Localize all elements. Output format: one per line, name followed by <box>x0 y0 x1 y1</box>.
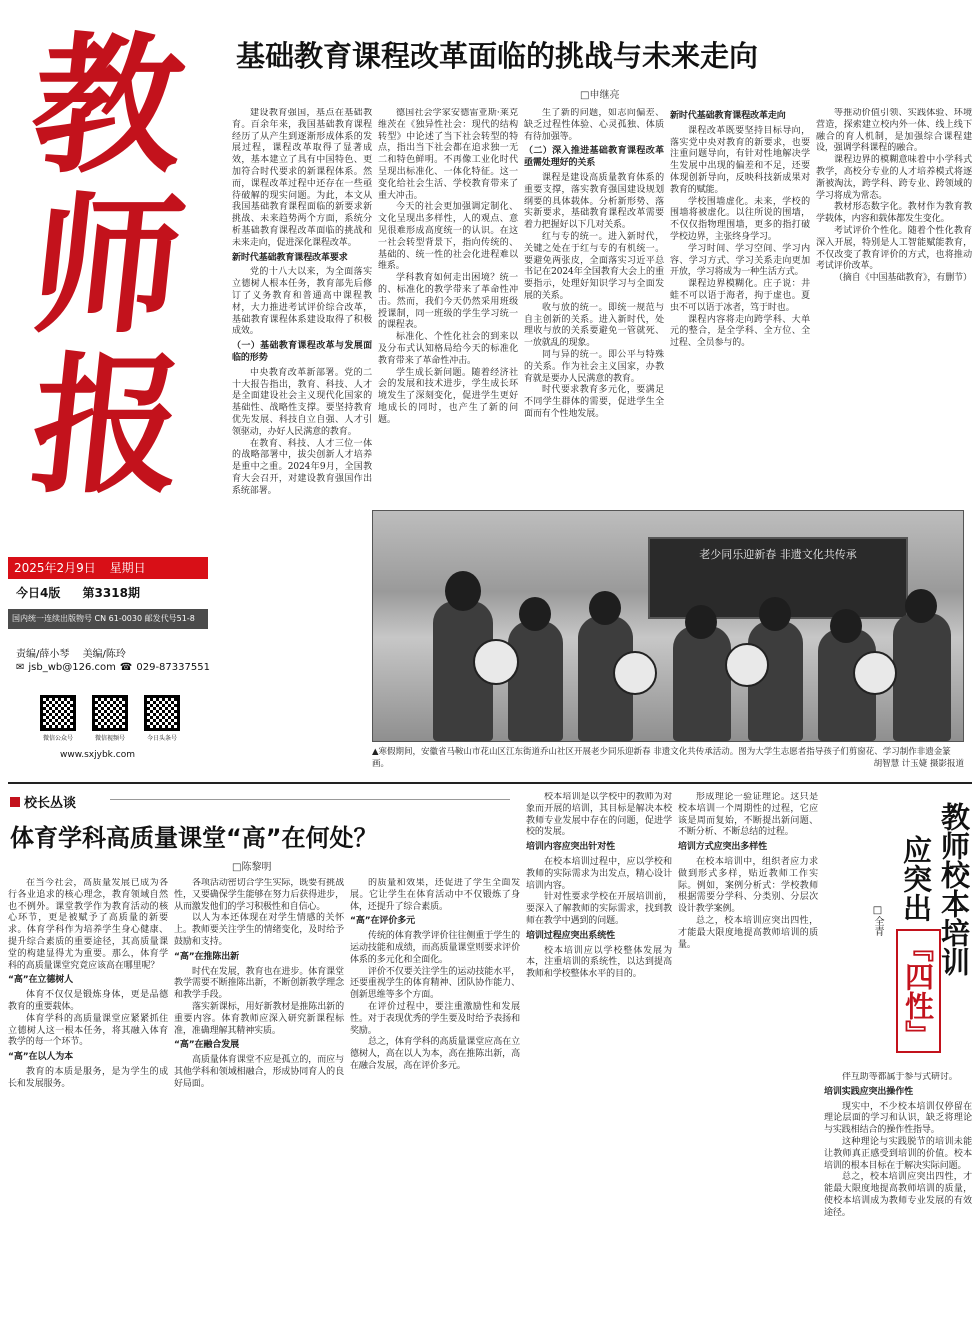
paragraph: 时代要求教育多元化，要满足不同学生群体的需要，促进学生全面而有个性地发展。 <box>524 385 664 419</box>
subheading: “高”在立德树人 <box>8 975 74 986</box>
email[interactable]: jsb_wb@126.com <box>28 662 116 673</box>
paragraph: 评价不仅要关注学生的运动技能水平，还要重视学生的体育精神、团队协作能力、创新思维等多个方面。 <box>350 966 520 1001</box>
paragraph: 这种理论与实践脱节的培训未能让教师真正感受到培训的价值。校本培训的根本目标在于解决实际问题。 <box>824 1136 972 1171</box>
article1-column-5 <box>816 108 972 506</box>
qr-caption: 微信视频号 <box>94 735 125 742</box>
article1-column-1 <box>232 108 372 748</box>
qr-code-icon <box>92 695 128 731</box>
paragraph: 党的十八大以来，为全面落实立德树人根本任务，教育部先后修订了义务教育和普通高中课程教材，大力推进考试评价综合改革，基础教育课程体系建设取得了积极成效。 <box>232 267 372 337</box>
date-bar <box>8 557 208 579</box>
subheading: “高”在评价多元 <box>350 916 416 927</box>
article2-column-2 <box>174 878 344 1314</box>
paragraph: 在评价过程中，要注重激励性和发展性。对于表现优秀的学生要及时给予表扬和奖励。 <box>350 1001 520 1036</box>
paragraph: 各项活动密切合学生实际，既要有挑战性，又要确保学生能够在努力后获得进步，从而激发他们的学习积极性和自信心。 <box>174 878 344 912</box>
paragraph: 德国社会学家安德雷亚斯·莱克维茨在《独异性社会：现代的结构转型》中论述了当下社会转型的特点，指出当下社会都在追求独一无二和特色鲜明。不再像工业化时代呈现出标准化、一体化特征。这一变化给社会生活、学校教育带来了重大冲击。 <box>378 108 518 201</box>
paragraph: 总之，校本培训应突出四性，才能最大限度地提高教师培训的质量，使校本培训成为教师专业发展的有效途径。 <box>824 1172 972 1218</box>
news-photo <box>372 510 964 742</box>
subheading: 培训实践应突出操作性 <box>824 1086 914 1097</box>
paragraph: 今天的社会更加强调定制化、文化呈现出多样性，人的观点、意见很难形成高度统一的认识。在这一社会转型背景下，指向传统的、基础的、统一性的社会化进程难以维系。 <box>378 202 518 272</box>
qr-code-icon <box>144 695 180 731</box>
article1-column-4 <box>670 108 810 506</box>
qr-caption: 今日头条号 <box>146 735 177 742</box>
article2-title: 体育学科高质量课堂“高”在何处？ <box>10 824 378 852</box>
paragraph: 学校围墙虚化。未来，学校的围墙将被虚化。以往所说的围墙，不仅仅指物理围墙，更多的指打破学校边界，主张终身学习。 <box>670 196 810 242</box>
subheading: “高”在融合发展 <box>174 1040 240 1051</box>
logo-char-2: 师 <box>23 178 193 354</box>
paragraph: 中央教育改革新部署。党的二十大报告指出，教育、科技、人才是全面建设社会主义现代化国家的基础性、战略性支撑。要坚持教育优先发展、科技自立自强、人才引领驱动，办好人民满意的教育。 <box>232 367 372 437</box>
section-divider <box>8 782 972 784</box>
paragraph: 以人为本还体现在对学生情感的关怀上。教师要关注学生的情绪变化，及时给予鼓励和支持。 <box>174 913 344 947</box>
issue-weekday: 星期日 <box>109 561 146 575</box>
paragraph: （摘自《中国基础教育》，有删节） <box>834 273 972 284</box>
designer: 美编/陈玲 <box>82 649 126 660</box>
subheading: 培训内容应突出针对性 <box>526 842 616 853</box>
paragraph: 教材形态数字化。教材作为教育教学载体，内容和载体都发生变化。 <box>816 202 972 225</box>
issue-info <box>16 584 206 601</box>
article3-title-line2: 应突出 <box>899 835 933 922</box>
paragraph: 高质量体育课堂不应是孤立的，而应与其他学科和领域相融合，形成协同育人的良好局面。 <box>174 1055 344 1089</box>
paper-cut-artwork <box>613 651 657 695</box>
photo-person-head <box>759 597 791 631</box>
article1-column-3 <box>524 108 664 506</box>
paragraph: 学习时间、学习空间、学习内容、学习方式、学习关系走向更加开放，学习将成为一种生活方式。 <box>670 243 810 278</box>
logo-char-1: 教 <box>23 18 193 194</box>
qr-toutiao[interactable] <box>142 695 182 742</box>
photo-caption-text: ▲寒假期间，安徽省马鞍山市花山区江东街道乔山社区开展老少同乐迎新春 非遗文化共传承活动。图为大学生志愿者指导孩子们剪窗花、学习制作非遗金篆画。 <box>372 747 951 769</box>
contact-info <box>16 662 210 673</box>
subheading: “高”在推陈出新 <box>174 951 240 962</box>
subheading: 新时代基础教育课程改革走向 <box>670 111 786 121</box>
article3-title-highlight: 『四性』 <box>896 929 941 1053</box>
logo-char-3: 报 <box>23 338 193 514</box>
paper-cut-artwork <box>473 639 519 685</box>
paragraph: 时代在发展，教育也在进步。体育课堂教学需要不断推陈出新，不断创新教学理念和教学手段。 <box>174 966 344 1001</box>
paragraph: 现实中，不少校本培训仅停留在理论层面的学习和认识，缺乏将理论与实践相结合的操作性指导。 <box>824 1101 972 1136</box>
qr-wechat[interactable] <box>38 695 78 742</box>
paragraph: 在校本培训中，组织者应力求做到形式多样，贴近教师工作实际。例如，案例分析式：学校教师根据需要分学科、分类别、分层次设计教学案例。 <box>678 856 818 915</box>
phone-icon: ☎ <box>119 662 133 673</box>
paragraph: 学生成长新问题。随着经济社会的发展和技术进步，学生成长环境发生了深刻变化，促进学生更好地成长的同时，也产生了新的问题。 <box>378 367 518 425</box>
article3-column-3 <box>824 1072 972 1314</box>
editor-in-charge: 责编/薛小琴 <box>16 649 70 660</box>
paragraph: 课程是建设高质量教育体系的重要支撑，落实教育强国建设规划纲要的具体载体。分析新形势、落实新要求，基础教育课程改革需要着力把握好以下几对关系。 <box>524 172 664 231</box>
paragraph: 校本培训应以学校整体发展为本，注重培训的系统性，以达到提高教师和学校整体水平的目的。 <box>526 945 672 980</box>
photo-banner-text: 老少同乐迎新春 非遗文化共传承 <box>699 548 857 561</box>
photo-person <box>893 613 951 741</box>
paragraph: 考试评价个性化。随着个性化教育深入开展，特别是人工智能赋能教育，不仅改变了教育评价的方式，也将推动考试评价改革。 <box>816 225 972 272</box>
paragraph: 红与专的统一。进入新时代，关键之处在于红与专的有机统一。要避免两张皮，全面落实习近平总书记在2024年全国教育大会上的重要指示，处理好知识学习与全面发展的关系。 <box>524 231 664 301</box>
page-count: 今日4版 <box>16 586 61 600</box>
paragraph: 总之，校本培训应突出四性，才能最大限度地提高教师培训的质量。 <box>678 915 818 950</box>
paragraph: 在教育、科技、人才三位一体的战略部署中，拔尖创新人才培养是重中之重。2024年9月，全国教育大会召开，对建设教育强国作出系统部署。 <box>232 438 372 496</box>
masthead-logo <box>8 18 208 546</box>
paragraph: 传统的体育教学评价往往侧重于学生的运动技能和成绩，而高质量课堂则要求评价体系的多元化和全面化。 <box>350 931 520 965</box>
paragraph: 同与异的统一。即公平与特殊的关系。作为社会主义国家，办教育就是要办人民满意的教育。 <box>524 349 664 384</box>
photo-person-head <box>685 605 717 639</box>
article3-column-1 <box>526 792 672 1314</box>
paragraph: 落实新课标，用好新教材是推陈出新的重要内容。体育教师应深入研究新课程标准，准确理解其精神实质。 <box>174 1001 344 1036</box>
photo-person-head <box>445 571 481 611</box>
paragraph: 生了新的问题，如志向偏差、缺乏过程性体验、心灵孤独、体质有待加强等。 <box>524 108 664 142</box>
paragraph: 课程边界的模糊意味着中小学科式教学，高校分专业的人才培养模式将逐渐被淘汰，跨学科、跨专业、跨领域的学习将成为常态。 <box>816 155 972 201</box>
photo-person <box>673 626 731 741</box>
photo-person-head <box>905 589 937 623</box>
paragraph: 的质量和效果，还促进了学生全面发展。它让学生在体育活动中不仅锻炼了身体，还提升了综合素质。 <box>350 878 520 912</box>
article2-column-3 <box>350 878 520 1314</box>
photo-person-head <box>589 591 621 625</box>
paper-cut-artwork <box>853 651 897 695</box>
subheading: 培训方式应突出多样性 <box>678 842 768 853</box>
article3-title-line1: 教师校本培训 <box>937 802 971 976</box>
paragraph: 伴互助等都属于参与式研讨。 <box>842 1072 958 1082</box>
mail-icon: ✉ <box>16 662 25 673</box>
article1-column-2 <box>378 108 518 506</box>
qr-codes <box>38 695 182 742</box>
paragraph: 总之，体育学科的高质量课堂应高在立德树人，高在以人为本，高在推陈出新，高在融合发展，高在评价多元。 <box>350 1037 520 1071</box>
subheading: 新时代基础教育课程改革要求 <box>232 252 348 263</box>
paragraph: 在校本培训过程中，应以学校和教师的实际需求为出发点，精心设计培训内容。 <box>526 856 672 891</box>
article2-byline: □陈黎明 <box>232 862 272 873</box>
paragraph: 体育学科的高质量课堂应紧紧抓住立德树人这一根本任务，将其融入体育教学的每一个环节。 <box>8 1013 168 1048</box>
registration-bar: 国内统一连续出版物号 CN 61-0030 邮发代号51-8 <box>8 609 208 629</box>
paragraph: 课程边界模糊化。庄子说：井蛙不可以语于海者，拘于虚也。夏虫不可以语于冰者，笃于时也。 <box>670 279 810 313</box>
masthead <box>8 18 208 566</box>
photo-person-head <box>830 609 862 643</box>
subheading: “高”在以人为本 <box>8 1052 74 1063</box>
paragraph: 收与放的统一。即统一规范与自主创新的关系。进入新时代，处理收与放的关系要避免一管就死、一放就乱的现象。 <box>524 302 664 349</box>
paragraph: 建设教育强国，基点在基础教育。百余年来，我国基础教育课程经历了从产生到逐渐形成体系的发展过程，课程改革取得了显著成效，基本建立了具有中国特色、更加符合时代要求的新课程体系。然而，课程改革过程中还存在一些亟待破解的现实问题。为此，本文从我国基础教育课程面临的新要求新挑战、未来趋势两个方面，系统分析基础教育课程改革面临的挑战和未来走向，促进深化课程改革。 <box>232 108 372 248</box>
qr-code-icon <box>40 695 76 731</box>
paragraph: 教育的本质是服务，是为学生的成长和发展服务。 <box>8 1066 168 1089</box>
paragraph: 课程内容将走向跨学科、大单元的整合，是全学科、全方位、全过程、全员参与的。 <box>670 314 810 349</box>
column-marker-icon <box>10 797 20 807</box>
article3-column-2 <box>678 792 818 1314</box>
paragraph: 体育不仅仅是锻炼身体，更是品德教育的重要载体。 <box>8 990 168 1012</box>
photo-person-head <box>519 597 551 631</box>
paragraph: 针对性要求学校在开展培训前，要深入了解教师的实际需求，找到教师在教学中遇到的问题。 <box>526 892 672 926</box>
paragraph: 在当今社会，高质量发展已成为各行各业追求的核心理念，教育领域自然也不例外。课堂教学作为教育活动的核心环节，更是被赋予了高质量的新要求。体育学科作为培养学生身心健康、提升综合素质的重要途径，其高质量课堂的构建显得尤为重要。那么，体育学科的高质量课堂究竟应该高在哪里呢？ <box>8 878 168 971</box>
editor-credits <box>16 645 136 660</box>
photo-credit: 胡智慧 计玉婕 摄影报道 <box>873 759 964 769</box>
article2-column-1 <box>8 878 168 1314</box>
issue-date: 2025年2月9日 <box>14 561 96 575</box>
paper-cut-artwork <box>725 643 769 687</box>
article1-byline: □申继亮 <box>580 90 620 101</box>
photo-caption <box>372 746 964 770</box>
qr-caption: 微信公众号 <box>42 735 73 742</box>
column-label-text: 校长丛谈 <box>24 796 77 811</box>
subheading: （二）深入推进基础教育课程改革亟需处理好的关系 <box>524 146 664 169</box>
article1-title: 基础教育课程改革面临的挑战与未来走向 <box>236 39 759 73</box>
photo-person <box>508 621 563 741</box>
website[interactable]: www.sxjybk.com <box>60 750 135 760</box>
column-label-rule <box>110 799 510 800</box>
article3-byline: □全青 <box>872 905 883 936</box>
subheading: （一）基础教育课程改革与发展面临的形势 <box>232 341 372 363</box>
subheading: 培训过程应突出系统性 <box>526 930 616 941</box>
paragraph: 校本培训是以学校中的教师为对象而开展的培训，其目标是解决本校教师专业发展中存在的问题，促进学校的发展。 <box>526 792 672 838</box>
paragraph: 形成理论一验证理论。这只是校本培训一个周期性的过程，它应该是周而复始，不断提出新问题、不断分析、不断总结的过程。 <box>678 792 818 838</box>
paragraph: 课程改革既要坚持目标导向，落实党中央对教育的新要求，也要注重问题导向，有针对性地解决学生发展中出现的偏差和不足，还要体现创新导向，反映科技新成果对教育的赋能。 <box>670 125 810 195</box>
qr-video[interactable] <box>90 695 130 742</box>
paragraph: 标准化、个性化社会的到来以及分布式认知格局给今天的标准化教育带来了革命性冲击。 <box>378 332 518 366</box>
column-label <box>10 792 76 811</box>
paragraph: 等推动价值引领、实践体验、环境营造，探索建立校内外一体、线上线下融合的育人机制，是加强综合课程建设，强调学科课程的融合。 <box>816 108 972 154</box>
issue-number: 第3318期 <box>82 586 140 600</box>
paragraph: 学科教育如何走出困境？统一的、标准化的教学带来了革命性冲击。然而，我们今天仍然采用班级授课制，同一班级的学生学习统一的课程表。 <box>378 273 518 331</box>
phone: 029-87337551 <box>136 662 210 673</box>
